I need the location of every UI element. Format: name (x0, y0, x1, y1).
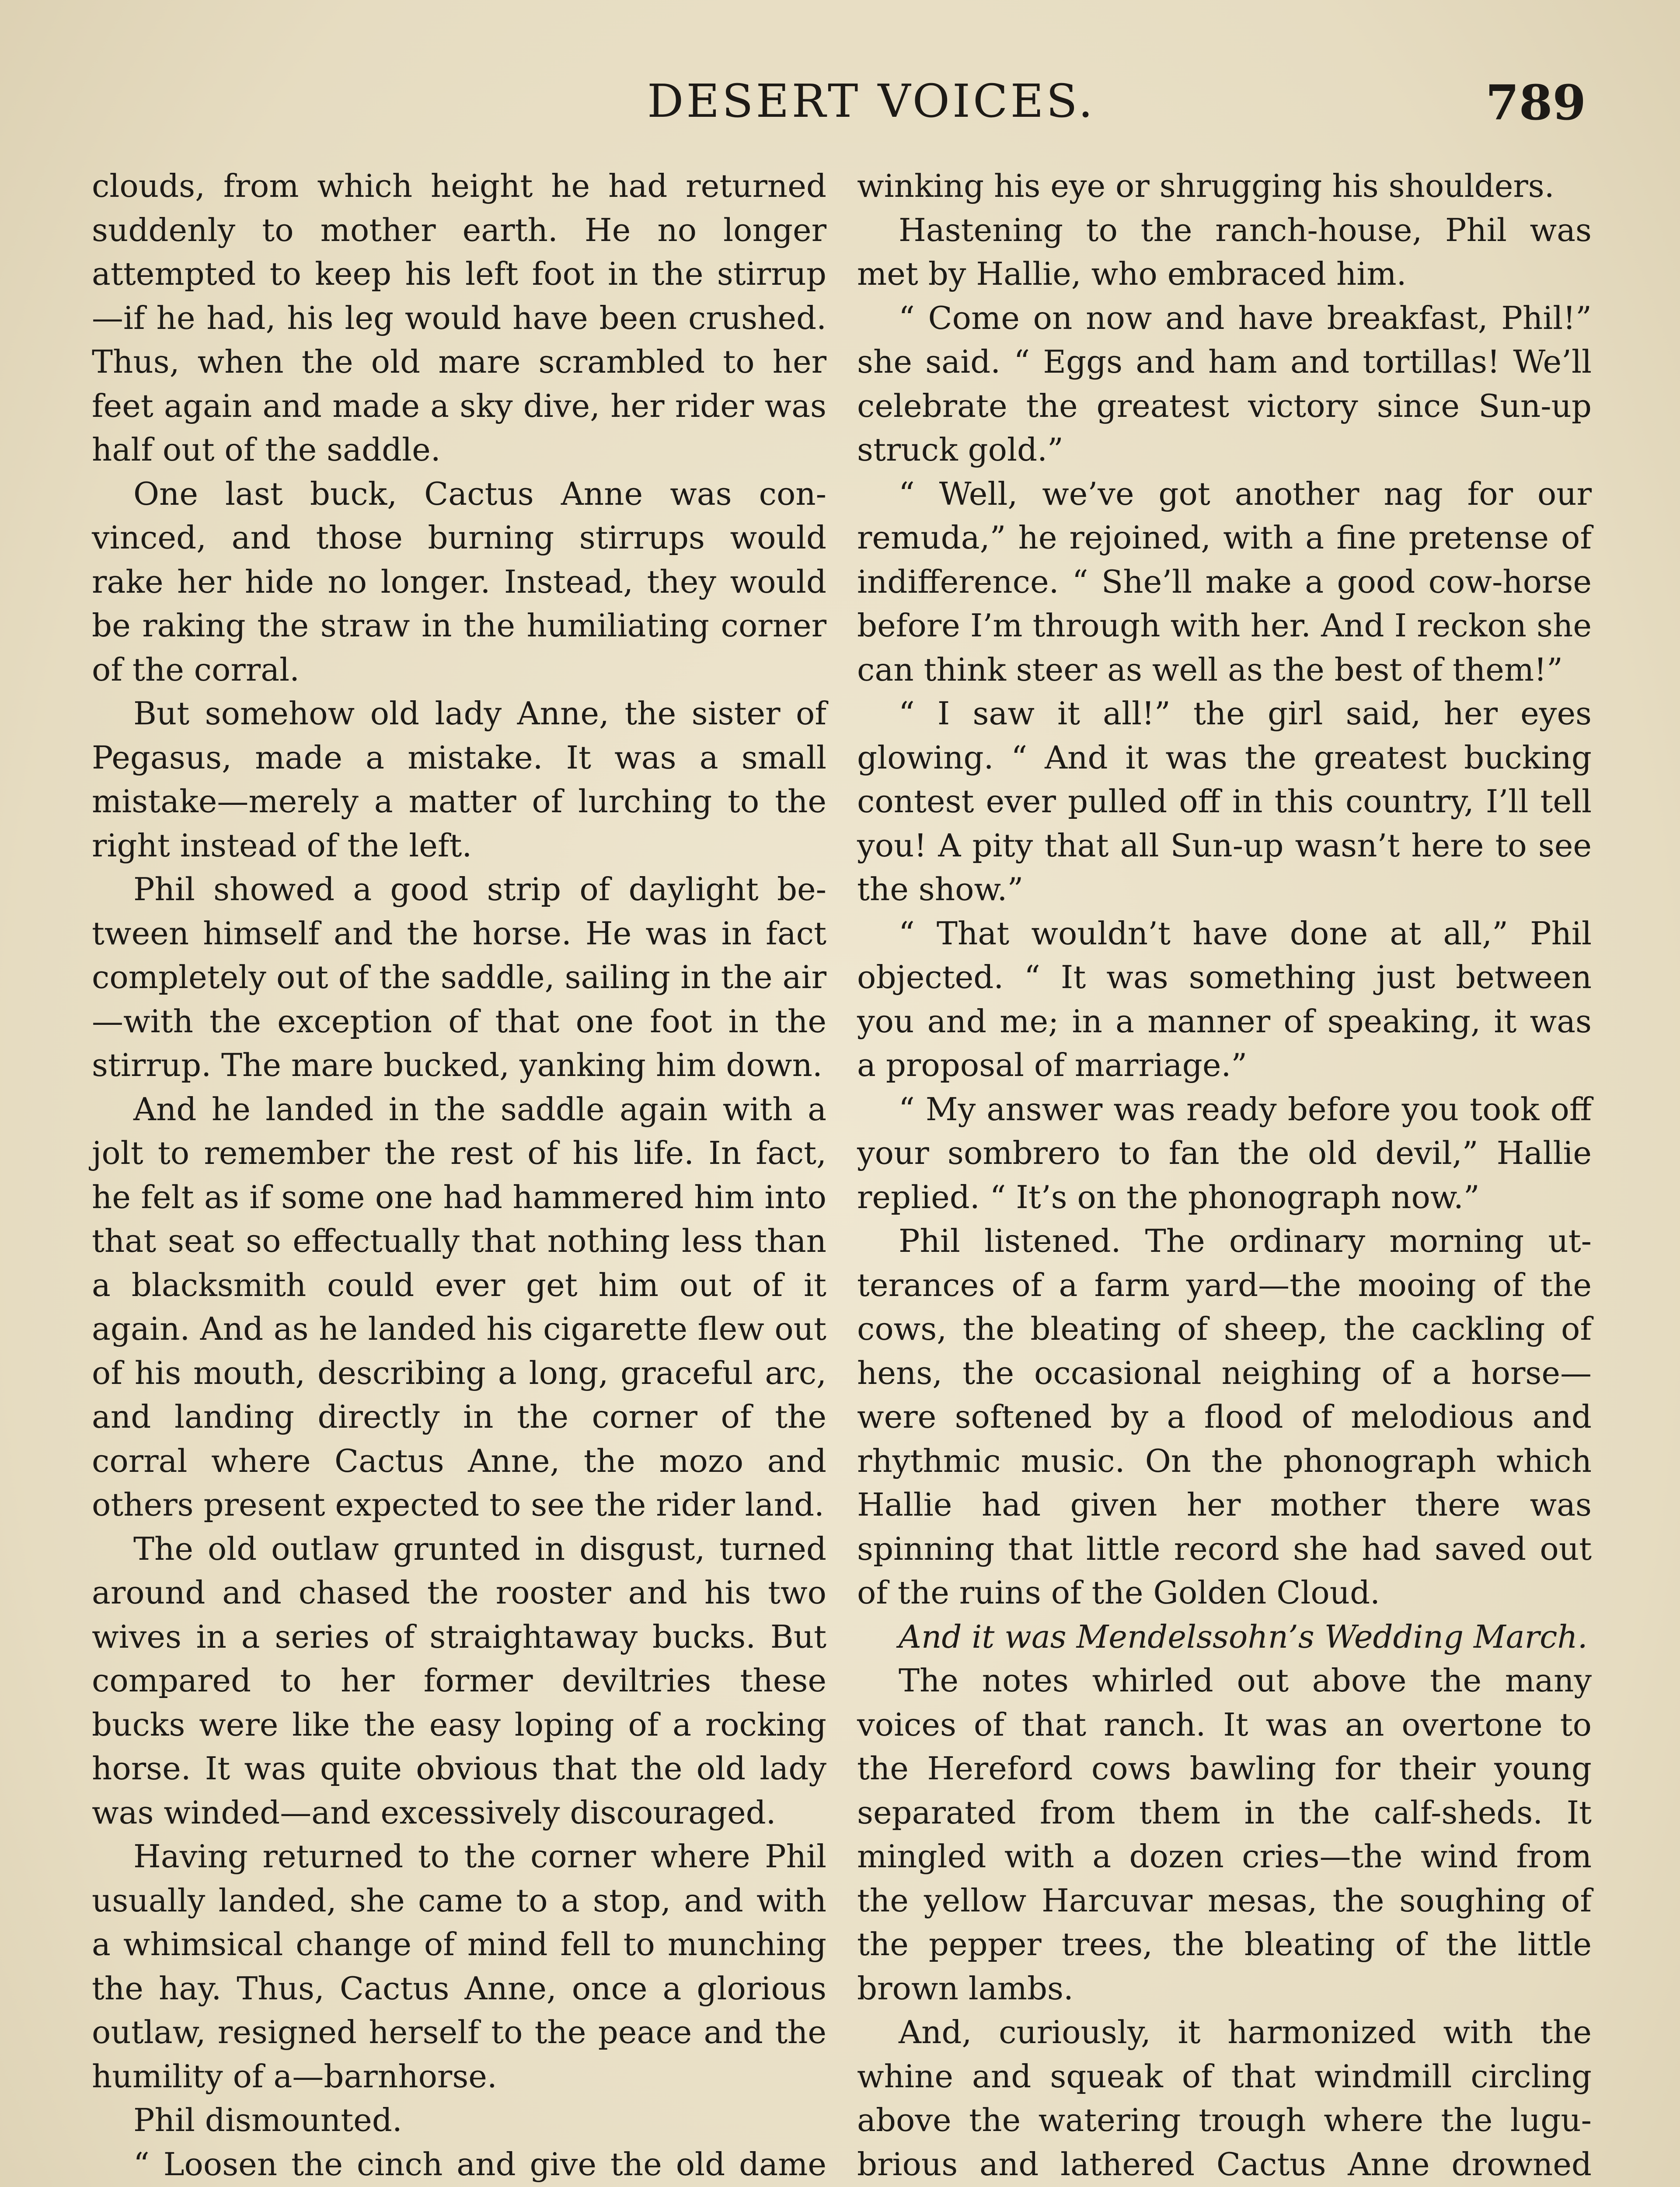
paragraph: “ Well, we’ve got another nag for our remuda,” he rejoined, with a fine pretense of indifference. “ She’ll make a good cow-horse before I’m through with her. And I reckon she can think steer as well as the best of them!” (857, 475, 1592, 688)
running-head (0, 74, 1680, 136)
paragraph: winking his eye or shrugging his shoulders. (857, 168, 1555, 204)
paragraph: The old outlaw grunted in disgust, turned around and chased the rooster and his two wives in a series of straightaway bucks. But compared to her former deviltries these bucks were like the easy loping of a rocking horse. It was quite obvious that the old lady was winded—and excessively discouraged. (92, 1530, 826, 1831)
left-text-column (92, 164, 826, 2187)
paragraph: “ Come on now and have breakfast, Phil!” she said. “ Eggs and ham and tortillas! We’ll celebrate the greatest victory since Sun-up struck gold.” (857, 299, 1592, 468)
page-number: 789 (1485, 74, 1586, 131)
paragraph: clouds, from which height he had returned suddenly to mother earth. He no longer attempted to keep his left foot in the stirrup—if he had, his leg would have been crushed. Thus, when the old mare scrambled to her feet again and made a sky dive, her rider was half out of the saddle. (92, 168, 826, 468)
paragraph: “ My answer was ready before you took off your sombrero to fan the old devil,” Hallie replied. “ It’s on the phonograph now.” (857, 1090, 1592, 1216)
paragraph: Hastening to the ranch-house, Phil was met by Hallie, who embraced him. (857, 211, 1592, 292)
paragraph: The notes whirled out above the many voices of that ranch. It was an overtone to the Hereford cows bawling for their young separated from them in the calf-sheds. It mingled with a dozen cries—the wind from the yellow Harcuvar mesas, the soughing of the pepper trees, the bleating of the little brown lambs. (857, 1662, 1592, 2007)
paragraph: “ That wouldn’t have done at all,” Phil objected. “ It was something just between you and me; in a manner of speaking, it was a proposal of marriage.” (857, 915, 1592, 1083)
paragraph: And it was Mendelssohn’s Wedding March. (899, 1618, 1588, 1655)
paragraph: But somehow old lady Anne, the sister of Pegasus, made a mistake. It was a small mistake—merely a matter of lurching to the right instead of the left. (92, 695, 826, 864)
paragraph: “ Loosen the cinch and give the old dame (133, 2145, 826, 2183)
paragraph: Phil listened. The ordinary morning utterances of a farm yard—the mooing of the cows, the bleating of sheep, the cackling of hens, the occasional neighing of a horse—were softened by a flood of melodious and rhythmic music. On the phonograph which Hallie had given her mother there was spinning that little record she had saved out of the ruins of the Golden Cloud. (857, 1223, 1592, 1611)
paragraph: Phil showed a good strip of daylight between himself and the horse. He was in fact completely out of the saddle, sailing in the air—with the exception of that one foot in the stirrup. The mare bucked, yanking him down. (92, 871, 826, 1083)
paragraph: Phil dismounted. (133, 2102, 402, 2138)
paragraph: And he landed in the saddle again with a jolt to remember the rest of his life. In fact, he felt as if some one had hammered him into that seat so effectually that nothing less than a blacksmith could ever get him out of it again. And as he landed his cigarette flew out of his mouth, describing a long, graceful arc, and landing directly in the corner of the corral where Cactus Anne, the mozo and others present expected to see the rider land. (92, 1090, 826, 1523)
right-text-column (857, 164, 1592, 2187)
paragraph: One last buck, Cactus Anne was convinced, and those burning stirrups would rake her hide no longer. Instead, they would be raking the straw in the humiliating corner of the corral. (92, 475, 826, 688)
paragraph: Having returned to the corner where Phil usually landed, she came to a stop, and with a whimsical change of mind fell to munching the hay. Thus, Cactus Anne, once a glorious outlaw, resigned herself to the peace and the humility of a—barnhorse. (92, 1838, 826, 2095)
paragraph: “ I saw it all!” the girl said, her eyes glowing. “ And it was the greatest bucking contest ever pulled off in this country, I’ll tell you! A pity that all Sun-up wasn’t here to see the show.” (857, 695, 1592, 908)
paragraph: And, curiously, it harmonized with the whine and squeak of that windmill circling above the watering trough where the lugubrious and lathered Cactus Anne drowned (857, 2014, 1592, 2183)
running-title: DESERT VOICES. (647, 74, 1096, 128)
